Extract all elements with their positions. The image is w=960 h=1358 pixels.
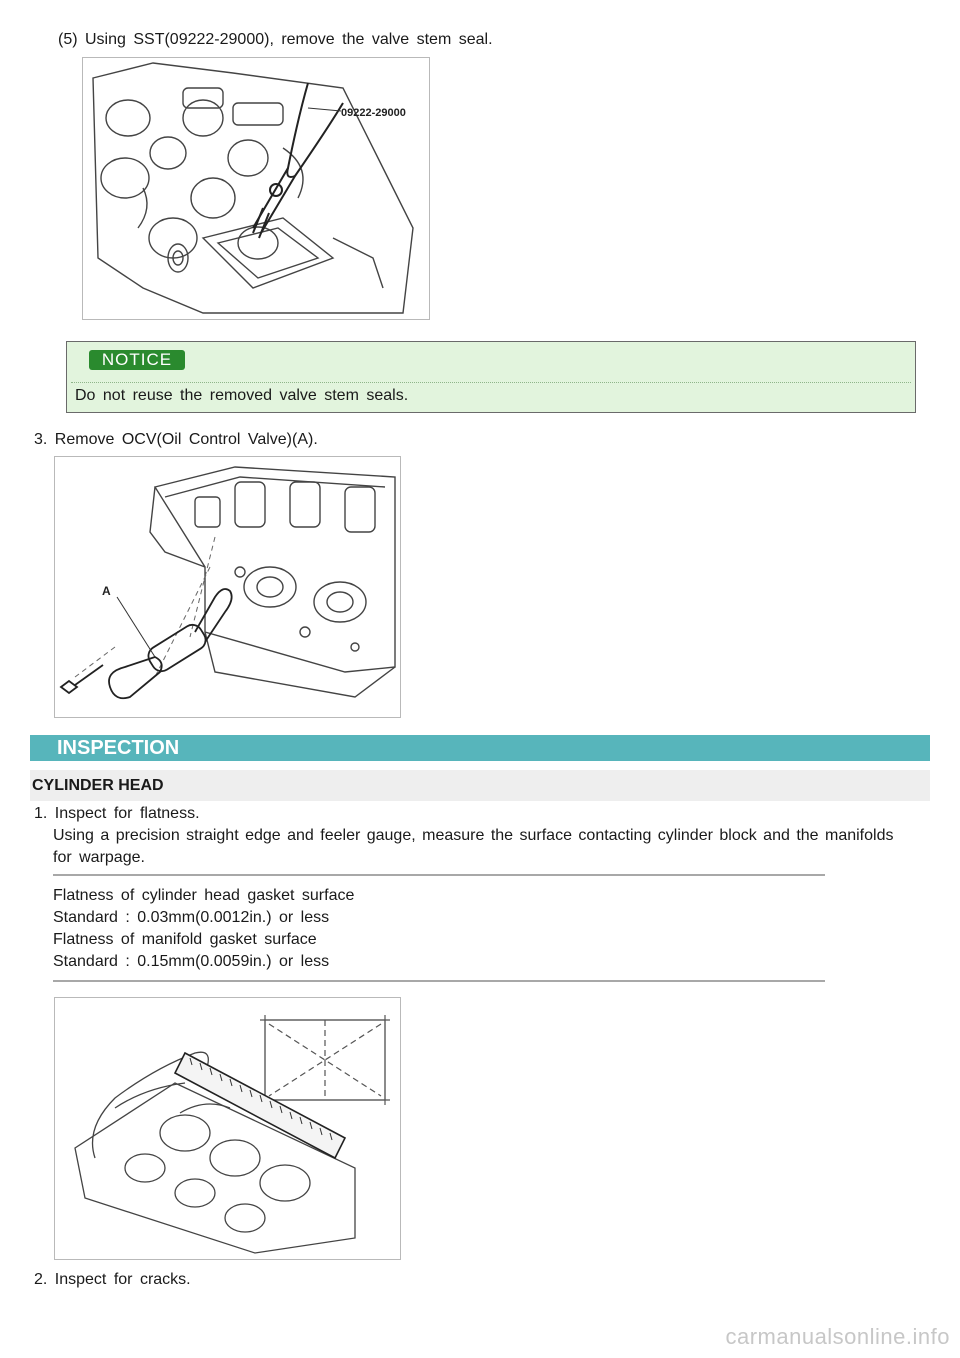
step-3-text: 3. Remove OCV(Oil Control Valve)(A).	[34, 431, 318, 448]
flatness-illustration	[55, 998, 400, 1259]
watermark: carmanualsonline.info	[725, 1324, 950, 1349]
inspection-item-1-body-line-2: for warpage.	[53, 849, 145, 866]
spec-bottom-rule	[53, 980, 825, 982]
section-title-inspection: INSPECTION	[30, 735, 930, 761]
ocv-illustration	[55, 457, 400, 717]
notice-box	[66, 341, 916, 413]
inspection-item-2-title: 2. Inspect for cracks.	[34, 1271, 191, 1288]
notice-badge: NOTICE	[89, 350, 185, 370]
valve-stem-seal-illustration	[83, 58, 429, 319]
notice-divider	[71, 382, 911, 383]
figure-ocv-removal	[54, 456, 401, 718]
inspection-item-1-title: 1. Inspect for flatness.	[34, 805, 200, 822]
spec-line: Standard : 0.03mm(0.0012in.) or less	[53, 909, 330, 926]
spec-top-rule	[53, 874, 825, 876]
step-5-text: (5) Using SST(09222-29000), remove the valve stem seal.	[58, 31, 493, 48]
inspection-item-1-body-line-1: Using a precision straight edge and feeler gauge, measure the surface contacting cylinder block and the manifolds	[53, 827, 894, 844]
subsection-title-cylinder-head: CYLINDER HEAD	[30, 770, 930, 801]
notice-text: Do not reuse the removed valve stem seals.	[75, 387, 409, 404]
spec-line: Standard : 0.15mm(0.0059in.) or less	[53, 953, 330, 970]
spec-line: Flatness of cylinder head gasket surface	[53, 887, 355, 904]
spec-line: Flatness of manifold gasket surface	[53, 931, 317, 948]
callout-a-label: A	[102, 584, 111, 598]
tool-number-label: 09222-29000	[341, 107, 406, 119]
figure-flatness-measurement	[54, 997, 401, 1260]
figure-valve-stem-seal-removal	[82, 57, 430, 320]
